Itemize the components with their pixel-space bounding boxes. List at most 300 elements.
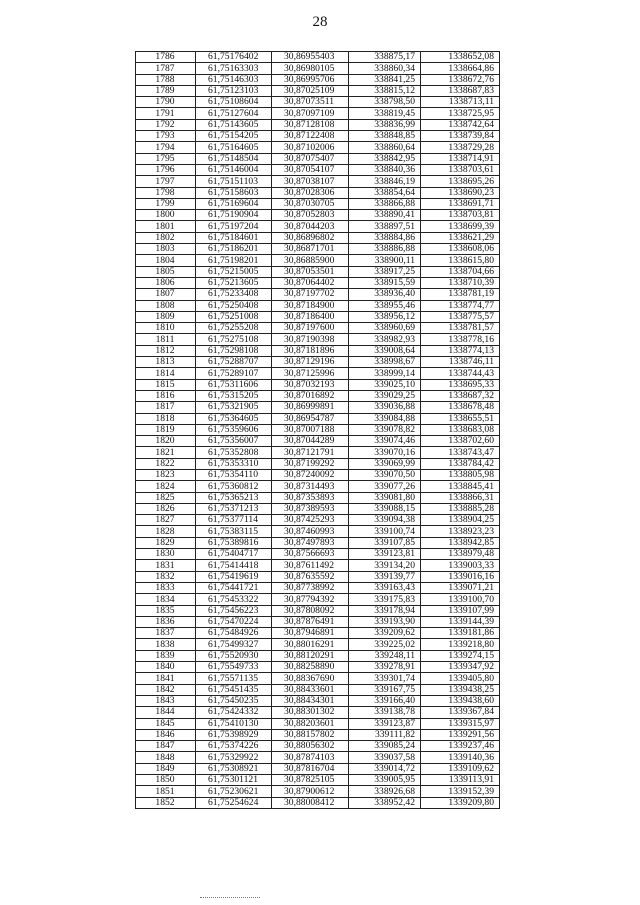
longitude-cell: 30,86955403 — [272, 52, 349, 63]
point-number-cell: 1799 — [136, 198, 196, 209]
point-number-cell: 1816 — [136, 390, 196, 401]
longitude-cell: 30,87186400 — [272, 311, 349, 322]
latitude-cell: 61,75374226 — [196, 741, 272, 752]
longitude-cell: 30,87122408 — [272, 131, 349, 142]
y-coordinate-cell: 1339347,92 — [421, 662, 500, 673]
y-coordinate-cell: 1338710,39 — [421, 277, 500, 288]
latitude-cell: 61,75146303 — [196, 74, 272, 85]
table-row — [136, 244, 500, 255]
longitude-cell: 30,87184900 — [272, 300, 349, 311]
point-number-cell: 1802 — [136, 232, 196, 243]
y-coordinate-cell: 1338781,19 — [421, 289, 500, 300]
longitude-cell: 30,87566693 — [272, 549, 349, 560]
x-coordinate-cell: 339139,77 — [349, 571, 421, 582]
latitude-cell: 61,75353310 — [196, 458, 272, 469]
point-number-cell: 1836 — [136, 616, 196, 627]
latitude-cell: 61,75163303 — [196, 63, 272, 74]
latitude-cell: 61,75289107 — [196, 368, 272, 379]
point-number-cell: 1847 — [136, 741, 196, 752]
latitude-cell: 61,75186201 — [196, 244, 272, 255]
point-number-cell: 1833 — [136, 582, 196, 593]
point-number-cell: 1818 — [136, 413, 196, 424]
y-coordinate-cell: 1338621,29 — [421, 232, 500, 243]
point-number-cell: 1790 — [136, 97, 196, 108]
y-coordinate-cell: 1338904,25 — [421, 515, 500, 526]
point-number-cell: 1814 — [136, 368, 196, 379]
y-coordinate-cell: 1338672,76 — [421, 74, 500, 85]
table-row — [136, 187, 500, 198]
x-coordinate-cell: 338960,69 — [349, 323, 421, 334]
latitude-cell: 61,75143605 — [196, 119, 272, 130]
longitude-cell: 30,88120291 — [272, 650, 349, 661]
latitude-cell: 61,75315205 — [196, 390, 272, 401]
table-row — [136, 368, 500, 379]
longitude-cell: 30,87808092 — [272, 605, 349, 616]
table-row — [136, 605, 500, 616]
y-coordinate-cell: 1338683,08 — [421, 424, 500, 435]
table-row — [136, 97, 500, 108]
longitude-cell: 30,88056302 — [272, 741, 349, 752]
point-number-cell: 1808 — [136, 300, 196, 311]
table-row — [136, 469, 500, 480]
point-number-cell: 1851 — [136, 786, 196, 797]
point-number-cell: 1797 — [136, 176, 196, 187]
latitude-cell: 61,75352808 — [196, 447, 272, 458]
x-coordinate-cell: 339166,40 — [349, 695, 421, 706]
table-row — [136, 334, 500, 345]
longitude-cell: 30,87097109 — [272, 108, 349, 119]
point-number-cell: 1806 — [136, 277, 196, 288]
table-row — [136, 639, 500, 650]
table-row — [136, 729, 500, 740]
point-number-cell: 1801 — [136, 221, 196, 232]
longitude-cell: 30,88157802 — [272, 729, 349, 740]
longitude-cell: 30,87052803 — [272, 210, 349, 221]
x-coordinate-cell: 339134,20 — [349, 560, 421, 571]
point-number-cell: 1840 — [136, 662, 196, 673]
x-coordinate-cell: 338846,19 — [349, 176, 421, 187]
table-row — [136, 402, 500, 413]
longitude-cell: 30,88203601 — [272, 718, 349, 729]
y-coordinate-cell: 1338703,61 — [421, 164, 500, 175]
y-coordinate-cell: 1338774,13 — [421, 345, 500, 356]
x-coordinate-cell: 338884,86 — [349, 232, 421, 243]
longitude-cell: 30,87825105 — [272, 775, 349, 786]
table-row — [136, 424, 500, 435]
y-coordinate-cell: 1338775,57 — [421, 311, 500, 322]
x-coordinate-cell: 339100,74 — [349, 526, 421, 537]
table-row — [136, 153, 500, 164]
point-number-cell: 1849 — [136, 763, 196, 774]
table-row — [136, 526, 500, 537]
y-coordinate-cell: 1339405,80 — [421, 673, 500, 684]
table-row — [136, 210, 500, 221]
longitude-cell: 30,87190398 — [272, 334, 349, 345]
y-coordinate-cell: 1338695,33 — [421, 379, 500, 390]
latitude-cell: 61,75169604 — [196, 198, 272, 209]
x-coordinate-cell: 339301,74 — [349, 673, 421, 684]
latitude-cell: 61,75354110 — [196, 469, 272, 480]
longitude-cell: 30,87876491 — [272, 616, 349, 627]
latitude-cell: 61,75127604 — [196, 108, 272, 119]
x-coordinate-cell: 339094,38 — [349, 515, 421, 526]
table-row — [136, 763, 500, 774]
point-number-cell: 1809 — [136, 311, 196, 322]
y-coordinate-cell: 1338678,48 — [421, 402, 500, 413]
point-number-cell: 1817 — [136, 402, 196, 413]
point-number-cell: 1845 — [136, 718, 196, 729]
latitude-cell: 61,75414418 — [196, 560, 272, 571]
point-number-cell: 1834 — [136, 594, 196, 605]
longitude-cell: 30,87054107 — [272, 164, 349, 175]
table-row — [136, 74, 500, 85]
point-number-cell: 1820 — [136, 436, 196, 447]
y-coordinate-cell: 1338615,80 — [421, 255, 500, 266]
y-coordinate-cell: 1339109,62 — [421, 763, 500, 774]
longitude-cell: 30,87038107 — [272, 176, 349, 187]
latitude-cell: 61,75151103 — [196, 176, 272, 187]
y-coordinate-cell: 1338695,26 — [421, 176, 500, 187]
table-row — [136, 492, 500, 503]
y-coordinate-cell: 1338725,95 — [421, 108, 500, 119]
y-coordinate-cell: 1339438,60 — [421, 695, 500, 706]
point-number-cell: 1844 — [136, 707, 196, 718]
latitude-cell: 61,75419619 — [196, 571, 272, 582]
latitude-cell: 61,75184601 — [196, 232, 272, 243]
latitude-cell: 61,75383115 — [196, 526, 272, 537]
latitude-cell: 61,75108604 — [196, 97, 272, 108]
y-coordinate-cell: 1339274,15 — [421, 650, 500, 661]
point-number-cell: 1841 — [136, 673, 196, 684]
x-coordinate-cell: 339037,58 — [349, 752, 421, 763]
y-coordinate-cell: 1339181,86 — [421, 628, 500, 639]
longitude-cell: 30,87102006 — [272, 142, 349, 153]
latitude-cell: 61,75233408 — [196, 289, 272, 300]
point-number-cell: 1789 — [136, 85, 196, 96]
latitude-cell: 61,75198201 — [196, 255, 272, 266]
y-coordinate-cell: 1339237,46 — [421, 741, 500, 752]
x-coordinate-cell: 338798,50 — [349, 97, 421, 108]
point-number-cell: 1805 — [136, 266, 196, 277]
x-coordinate-cell: 338836,99 — [349, 119, 421, 130]
point-number-cell: 1843 — [136, 695, 196, 706]
y-coordinate-cell: 1338774,77 — [421, 300, 500, 311]
y-coordinate-cell: 1338703,81 — [421, 210, 500, 221]
y-coordinate-cell: 1338784,42 — [421, 458, 500, 469]
point-number-cell: 1839 — [136, 650, 196, 661]
longitude-cell: 30,87425293 — [272, 515, 349, 526]
y-coordinate-cell: 1338664,86 — [421, 63, 500, 74]
longitude-cell: 30,86980105 — [272, 63, 349, 74]
table-row — [136, 413, 500, 424]
x-coordinate-cell: 338841,25 — [349, 74, 421, 85]
longitude-cell: 30,87611492 — [272, 560, 349, 571]
x-coordinate-cell: 339209,62 — [349, 628, 421, 639]
longitude-cell: 30,87389593 — [272, 503, 349, 514]
x-coordinate-cell: 338915,59 — [349, 277, 421, 288]
x-coordinate-cell: 338875,17 — [349, 52, 421, 63]
latitude-cell: 61,75398929 — [196, 729, 272, 740]
latitude-cell: 61,75176402 — [196, 52, 272, 63]
longitude-cell: 30,87073511 — [272, 97, 349, 108]
point-number-cell: 1831 — [136, 560, 196, 571]
y-coordinate-cell: 1339291,56 — [421, 729, 500, 740]
table-row — [136, 549, 500, 560]
latitude-cell: 61,75360812 — [196, 481, 272, 492]
x-coordinate-cell: 338854,64 — [349, 187, 421, 198]
y-coordinate-cell: 1339003,33 — [421, 560, 500, 571]
latitude-cell: 61,75359606 — [196, 424, 272, 435]
x-coordinate-cell: 339077,26 — [349, 481, 421, 492]
longitude-cell: 30,87064402 — [272, 277, 349, 288]
longitude-cell: 30,87197600 — [272, 323, 349, 334]
table-row — [136, 741, 500, 752]
x-coordinate-cell: 339008,64 — [349, 345, 421, 356]
table-row — [136, 673, 500, 684]
coordinates-table — [135, 51, 500, 809]
latitude-cell: 61,75571135 — [196, 673, 272, 684]
latitude-cell: 61,75549733 — [196, 662, 272, 673]
y-coordinate-cell: 1338923,23 — [421, 526, 500, 537]
y-coordinate-cell: 1338687,32 — [421, 390, 500, 401]
latitude-cell: 61,75154205 — [196, 131, 272, 142]
table-row — [136, 131, 500, 142]
latitude-cell: 61,75321905 — [196, 402, 272, 413]
y-coordinate-cell: 1338729,28 — [421, 142, 500, 153]
point-number-cell: 1796 — [136, 164, 196, 175]
longitude-cell: 30,87075407 — [272, 153, 349, 164]
x-coordinate-cell: 339193,90 — [349, 616, 421, 627]
y-coordinate-cell: 1338652,08 — [421, 52, 500, 63]
x-coordinate-cell: 338982,93 — [349, 334, 421, 345]
y-coordinate-cell: 1339367,84 — [421, 707, 500, 718]
y-coordinate-cell: 1338805,98 — [421, 469, 500, 480]
x-coordinate-cell: 339225,02 — [349, 639, 421, 650]
point-number-cell: 1791 — [136, 108, 196, 119]
latitude-cell: 61,75250408 — [196, 300, 272, 311]
table-row — [136, 797, 500, 808]
latitude-cell: 61,75298108 — [196, 345, 272, 356]
x-coordinate-cell: 338936,40 — [349, 289, 421, 300]
x-coordinate-cell: 338860,34 — [349, 63, 421, 74]
longitude-cell: 30,87197702 — [272, 289, 349, 300]
point-number-cell: 1824 — [136, 481, 196, 492]
y-coordinate-cell: 1338690,23 — [421, 187, 500, 198]
latitude-cell: 61,75251008 — [196, 311, 272, 322]
y-coordinate-cell: 1338739,84 — [421, 131, 500, 142]
point-number-cell: 1786 — [136, 52, 196, 63]
point-number-cell: 1852 — [136, 797, 196, 808]
page-number: 28 — [312, 14, 328, 30]
point-number-cell: 1798 — [136, 187, 196, 198]
point-number-cell: 1835 — [136, 605, 196, 616]
table-row — [136, 752, 500, 763]
point-number-cell: 1811 — [136, 334, 196, 345]
footer-dotted-line — [200, 897, 260, 898]
y-coordinate-cell: 1339107,99 — [421, 605, 500, 616]
x-coordinate-cell: 339278,91 — [349, 662, 421, 673]
x-coordinate-cell: 339025,10 — [349, 379, 421, 390]
x-coordinate-cell: 338926,68 — [349, 786, 421, 797]
x-coordinate-cell: 339107,85 — [349, 537, 421, 548]
y-coordinate-cell: 1339152,39 — [421, 786, 500, 797]
x-coordinate-cell: 338848,85 — [349, 131, 421, 142]
longitude-cell: 30,87946891 — [272, 628, 349, 639]
longitude-cell: 30,88258890 — [272, 662, 349, 673]
latitude-cell: 61,75123103 — [196, 85, 272, 96]
x-coordinate-cell: 339123,87 — [349, 718, 421, 729]
longitude-cell: 30,87129196 — [272, 357, 349, 368]
table-row — [136, 345, 500, 356]
y-coordinate-cell: 1338744,43 — [421, 368, 500, 379]
table-row — [136, 63, 500, 74]
x-coordinate-cell: 338842,95 — [349, 153, 421, 164]
point-number-cell: 1807 — [136, 289, 196, 300]
table-row — [136, 503, 500, 514]
longitude-cell: 30,87032193 — [272, 379, 349, 390]
latitude-cell: 61,75456223 — [196, 605, 272, 616]
x-coordinate-cell: 338897,51 — [349, 221, 421, 232]
latitude-cell: 61,75288707 — [196, 357, 272, 368]
table-row — [136, 311, 500, 322]
longitude-cell: 30,87353893 — [272, 492, 349, 503]
table-row — [136, 85, 500, 96]
table-row — [136, 221, 500, 232]
x-coordinate-cell: 338840,36 — [349, 164, 421, 175]
coordinates-table-body — [136, 52, 500, 809]
x-coordinate-cell: 338956,12 — [349, 311, 421, 322]
point-number-cell: 1826 — [136, 503, 196, 514]
x-coordinate-cell: 339178,94 — [349, 605, 421, 616]
x-coordinate-cell: 339084,88 — [349, 413, 421, 424]
point-number-cell: 1794 — [136, 142, 196, 153]
table-row — [136, 198, 500, 209]
latitude-cell: 61,75308921 — [196, 763, 272, 774]
y-coordinate-cell: 1339218,80 — [421, 639, 500, 650]
latitude-cell: 61,75275108 — [196, 334, 272, 345]
x-coordinate-cell: 339167,75 — [349, 684, 421, 695]
table-row — [136, 571, 500, 582]
y-coordinate-cell: 1339438,25 — [421, 684, 500, 695]
point-number-cell: 1788 — [136, 74, 196, 85]
longitude-cell: 30,87016892 — [272, 390, 349, 401]
x-coordinate-cell: 339248,11 — [349, 650, 421, 661]
point-number-cell: 1813 — [136, 357, 196, 368]
point-number-cell: 1830 — [136, 549, 196, 560]
table-row — [136, 119, 500, 130]
x-coordinate-cell: 338955,46 — [349, 300, 421, 311]
point-number-cell: 1828 — [136, 526, 196, 537]
y-coordinate-cell: 1339100,70 — [421, 594, 500, 605]
longitude-cell: 30,87121791 — [272, 447, 349, 458]
y-coordinate-cell: 1338714,91 — [421, 153, 500, 164]
x-coordinate-cell: 339069,99 — [349, 458, 421, 469]
x-coordinate-cell: 338998,67 — [349, 357, 421, 368]
longitude-cell: 30,87053501 — [272, 266, 349, 277]
x-coordinate-cell: 338952,42 — [349, 797, 421, 808]
longitude-cell: 30,87030705 — [272, 198, 349, 209]
latitude-cell: 61,75484926 — [196, 628, 272, 639]
latitude-cell: 61,75254624 — [196, 797, 272, 808]
y-coordinate-cell: 1338704,66 — [421, 266, 500, 277]
latitude-cell: 61,75190904 — [196, 210, 272, 221]
longitude-cell: 30,88008412 — [272, 797, 349, 808]
table-row — [136, 718, 500, 729]
table-row — [136, 662, 500, 673]
table-row — [136, 108, 500, 119]
y-coordinate-cell: 1339071,21 — [421, 582, 500, 593]
point-number-cell: 1832 — [136, 571, 196, 582]
point-number-cell: 1842 — [136, 684, 196, 695]
longitude-cell: 30,87635592 — [272, 571, 349, 582]
table-row — [136, 786, 500, 797]
latitude-cell: 61,75164605 — [196, 142, 272, 153]
x-coordinate-cell: 339029,25 — [349, 390, 421, 401]
x-coordinate-cell: 339005,95 — [349, 775, 421, 786]
longitude-cell: 30,87816704 — [272, 763, 349, 774]
table-row — [136, 515, 500, 526]
x-coordinate-cell: 339074,46 — [349, 436, 421, 447]
longitude-cell: 30,87874103 — [272, 752, 349, 763]
table-row — [136, 594, 500, 605]
longitude-cell: 30,87314493 — [272, 481, 349, 492]
longitude-cell: 30,87028306 — [272, 187, 349, 198]
latitude-cell: 61,75365213 — [196, 492, 272, 503]
y-coordinate-cell: 1339315,97 — [421, 718, 500, 729]
latitude-cell: 61,75404717 — [196, 549, 272, 560]
latitude-cell: 61,75158603 — [196, 187, 272, 198]
longitude-cell: 30,87497893 — [272, 537, 349, 548]
x-coordinate-cell: 339123,81 — [349, 549, 421, 560]
y-coordinate-cell: 1338608,06 — [421, 244, 500, 255]
point-number-cell: 1819 — [136, 424, 196, 435]
point-number-cell: 1829 — [136, 537, 196, 548]
point-number-cell: 1810 — [136, 323, 196, 334]
x-coordinate-cell: 338860,64 — [349, 142, 421, 153]
latitude-cell: 61,75329922 — [196, 752, 272, 763]
y-coordinate-cell: 1338781,57 — [421, 323, 500, 334]
y-coordinate-cell: 1338691,71 — [421, 198, 500, 209]
table-row — [136, 357, 500, 368]
latitude-cell: 61,75311606 — [196, 379, 272, 390]
y-coordinate-cell: 1339144,39 — [421, 616, 500, 627]
point-number-cell: 1800 — [136, 210, 196, 221]
longitude-cell: 30,87900612 — [272, 786, 349, 797]
latitude-cell: 61,75215005 — [196, 266, 272, 277]
table-row — [136, 560, 500, 571]
x-coordinate-cell: 339111,82 — [349, 729, 421, 740]
longitude-cell: 30,88367690 — [272, 673, 349, 684]
x-coordinate-cell: 339014,72 — [349, 763, 421, 774]
table-row — [136, 164, 500, 175]
latitude-cell: 61,75197204 — [196, 221, 272, 232]
y-coordinate-cell: 1338702,60 — [421, 436, 500, 447]
latitude-cell: 61,75499327 — [196, 639, 272, 650]
table-row — [136, 176, 500, 187]
latitude-cell: 61,75148504 — [196, 153, 272, 164]
y-coordinate-cell: 1339140,36 — [421, 752, 500, 763]
point-number-cell: 1787 — [136, 63, 196, 74]
longitude-cell: 30,87007188 — [272, 424, 349, 435]
y-coordinate-cell: 1339113,91 — [421, 775, 500, 786]
point-number-cell: 1792 — [136, 119, 196, 130]
table-row — [136, 695, 500, 706]
latitude-cell: 61,75389816 — [196, 537, 272, 548]
x-coordinate-cell: 338917,25 — [349, 266, 421, 277]
point-number-cell: 1795 — [136, 153, 196, 164]
y-coordinate-cell: 1339209,80 — [421, 797, 500, 808]
point-number-cell: 1803 — [136, 244, 196, 255]
